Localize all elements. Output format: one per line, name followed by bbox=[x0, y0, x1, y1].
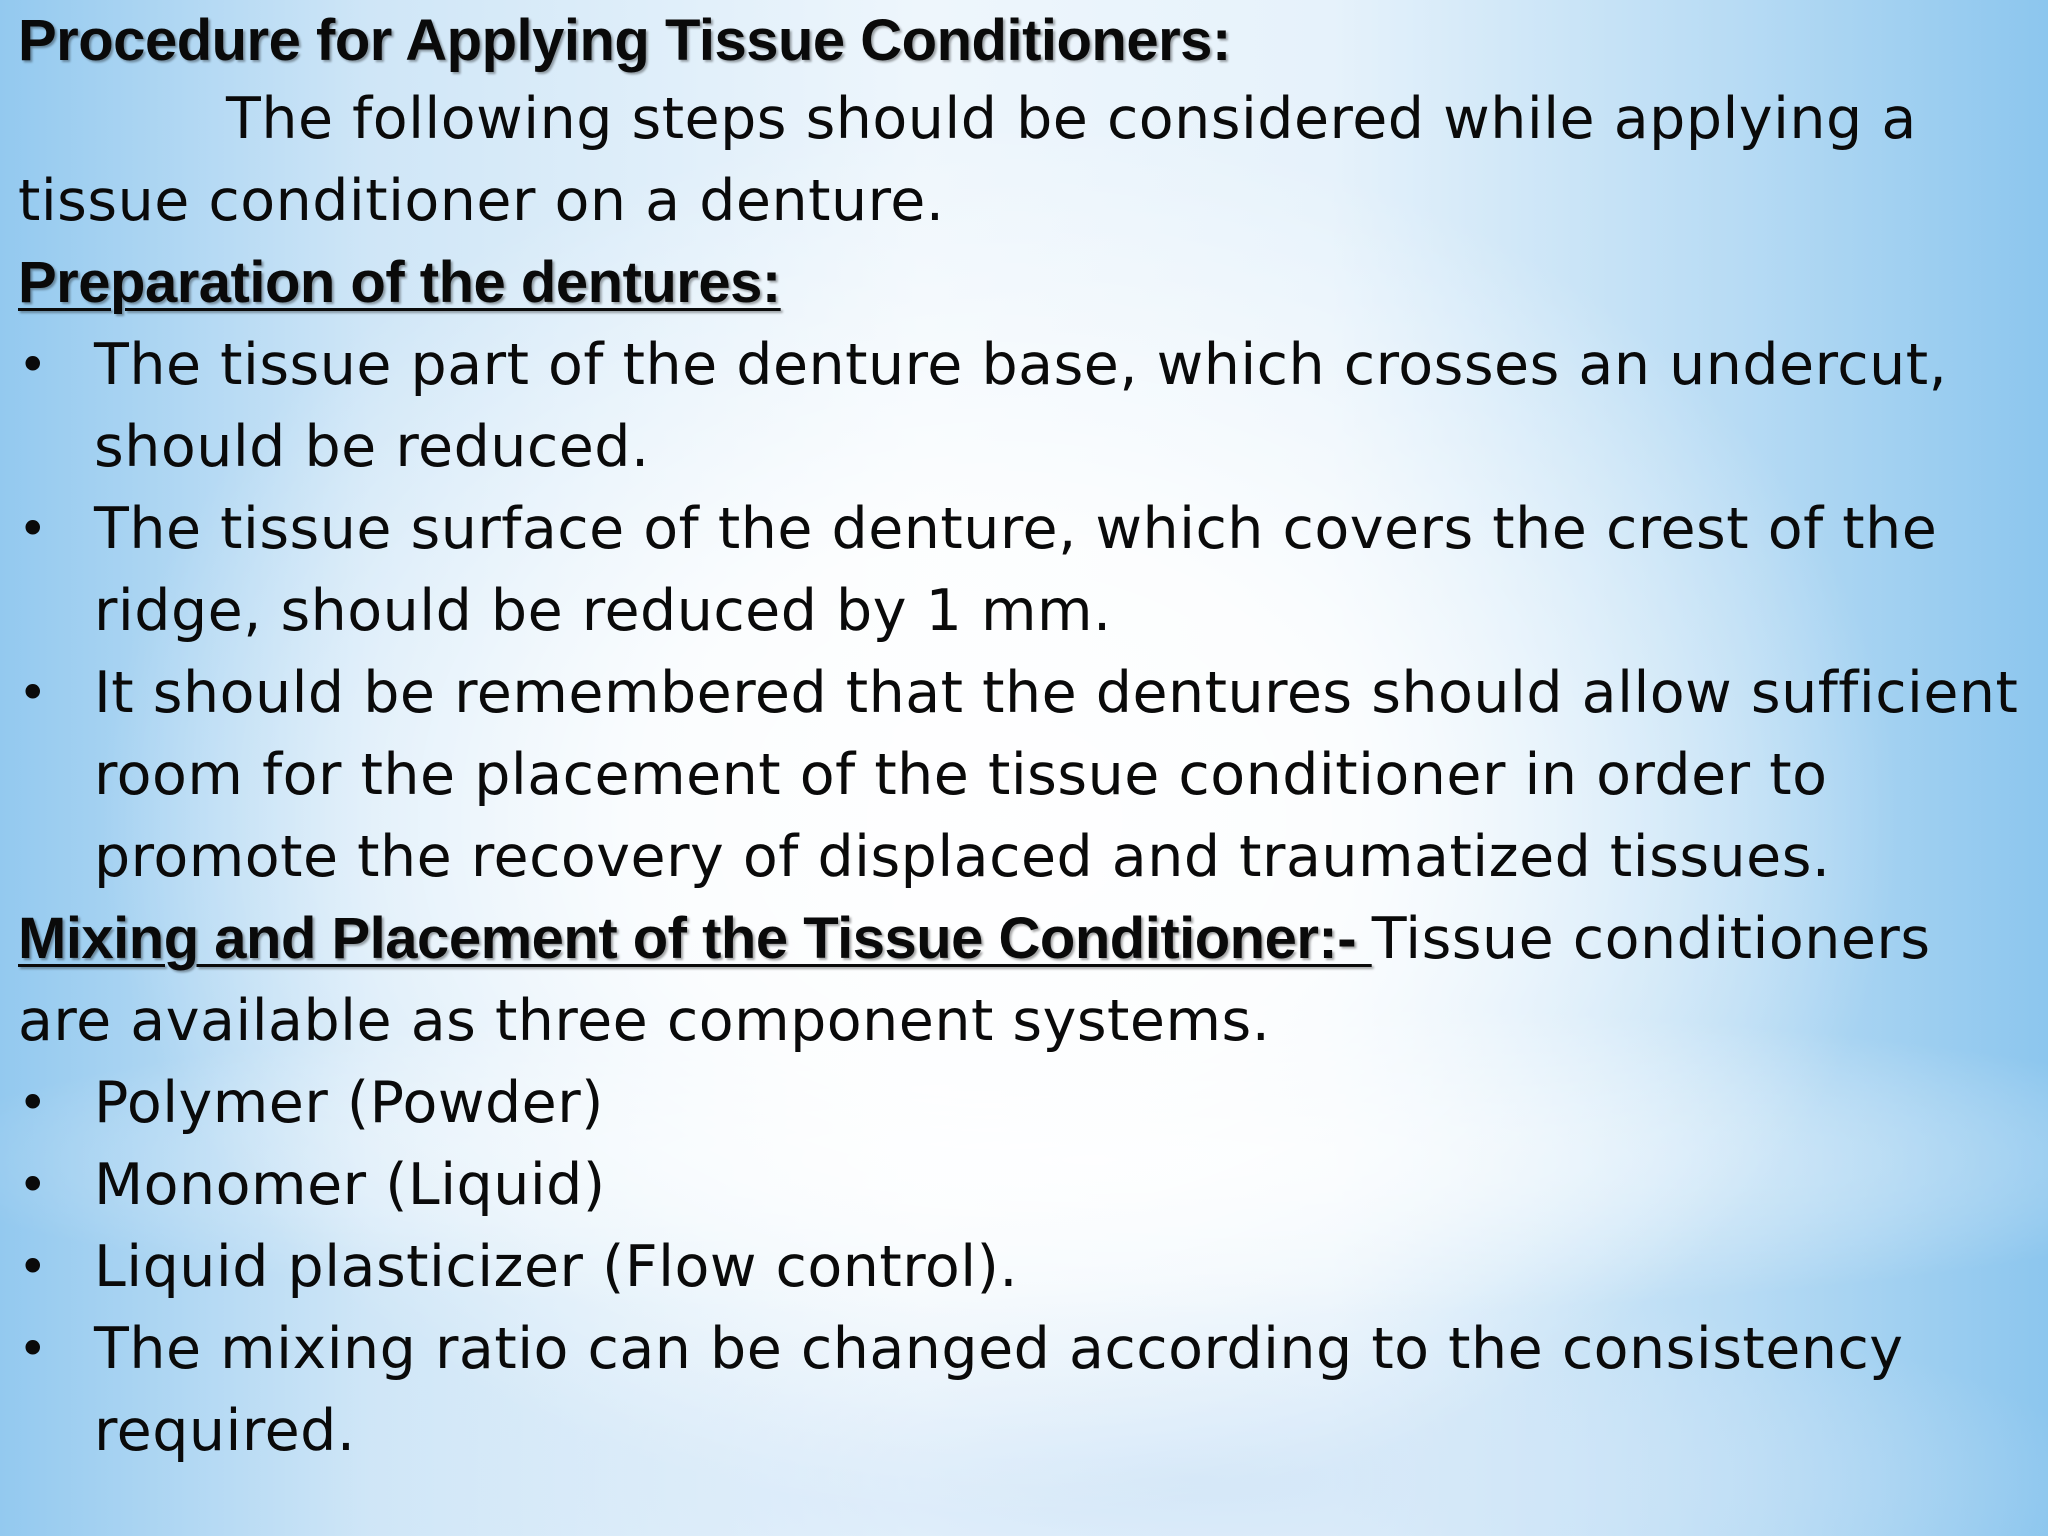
preparation-heading: Preparation of the dentures: bbox=[18, 250, 781, 315]
bullet-marker: • bbox=[18, 664, 48, 722]
prep-bullet-1-line-2: should be reduced. bbox=[94, 414, 650, 480]
mix-bullet-4-line-2: required. bbox=[94, 1398, 356, 1464]
slide-title: Procedure for Applying Tissue Conditioners: bbox=[18, 8, 1231, 73]
mix-bullet-1: Polymer (Powder) bbox=[94, 1070, 604, 1136]
mixing-heading: Mixing and Placement of the Tissue Conditioner:- bbox=[18, 906, 1372, 971]
mixing-inline-text: Tissue conditioners bbox=[1371, 906, 1931, 972]
bullet-marker: • bbox=[18, 1238, 48, 1296]
mix-bullet-3: Liquid plasticizer (Flow control). bbox=[94, 1234, 1018, 1300]
prep-bullet-3-line-1: It should be remembered that the dentures should allow sufficient bbox=[94, 660, 2019, 726]
bullet-marker: • bbox=[18, 336, 48, 394]
intro-line-1: The following steps should be considered while applying a bbox=[226, 86, 1917, 152]
prep-bullet-2-line-2: ridge, should be reduced by 1 mm. bbox=[94, 578, 1112, 644]
prep-bullet-3-line-2: room for the placement of the tissue conditioner in order to bbox=[94, 742, 1828, 808]
prep-bullet-2-line-1: The tissue surface of the denture, which covers the crest of the bbox=[94, 496, 1938, 562]
prep-bullet-1-line-1: The tissue part of the denture base, which crosses an undercut, bbox=[94, 332, 1948, 398]
mixing-heading-row bbox=[18, 898, 1931, 980]
bullet-marker: • bbox=[18, 1074, 48, 1132]
bullet-marker: • bbox=[18, 1320, 48, 1378]
prep-bullet-3-line-3: promote the recovery of displaced and traumatized tissues. bbox=[94, 824, 1831, 890]
intro-line-2: tissue conditioner on a denture. bbox=[18, 168, 945, 234]
bullet-marker: • bbox=[18, 500, 48, 558]
bullet-marker: • bbox=[18, 1156, 48, 1214]
mix-bullet-2: Monomer (Liquid) bbox=[94, 1152, 606, 1218]
mix-bullet-4-line-1: The mixing ratio can be changed according to the consistency bbox=[94, 1316, 1904, 1382]
mixing-text-line-2: are available as three component systems. bbox=[18, 988, 1271, 1054]
